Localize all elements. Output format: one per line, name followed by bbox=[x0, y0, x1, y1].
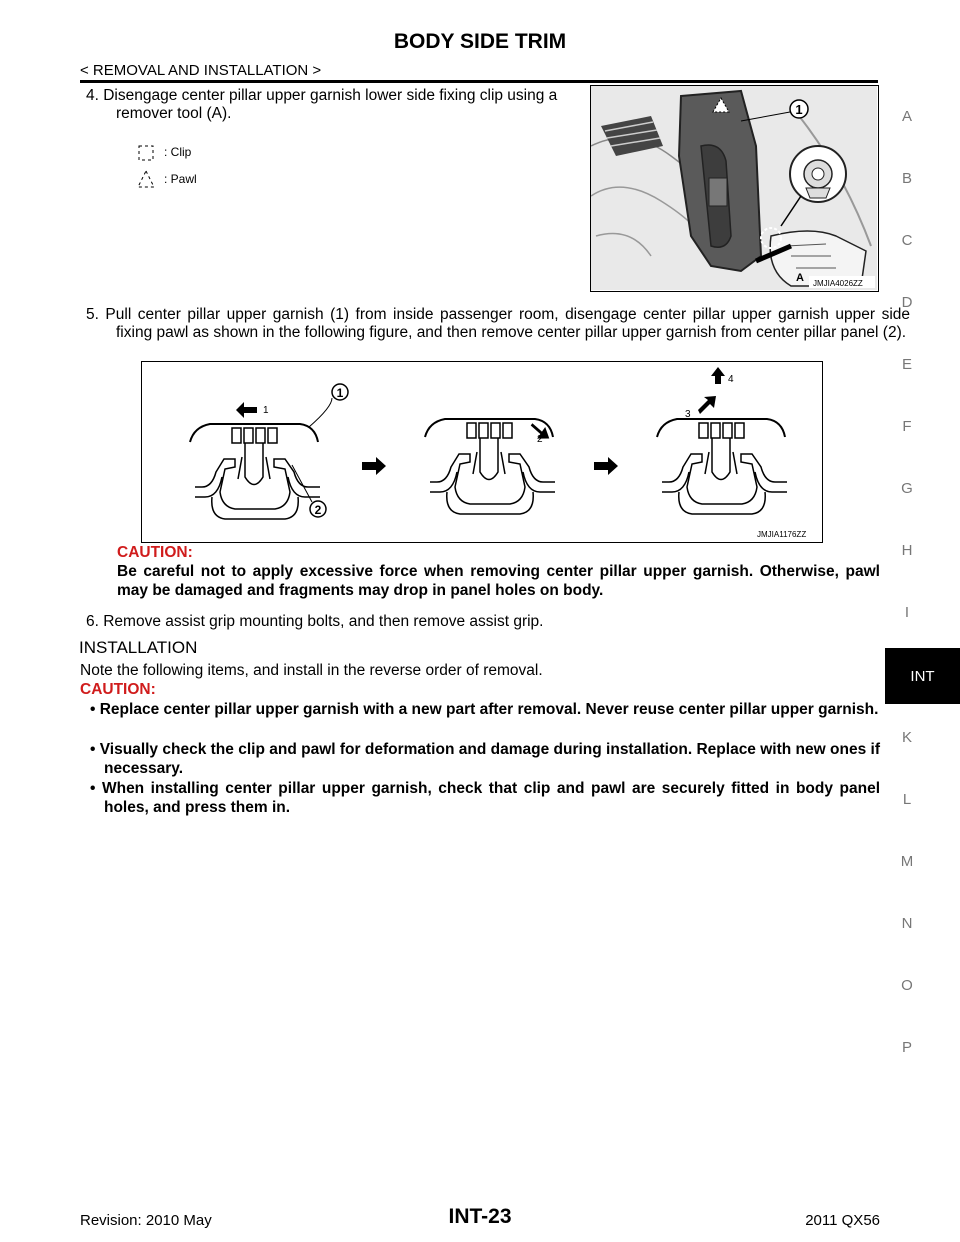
side-index-f[interactable]: F bbox=[902, 418, 912, 435]
fig2-label-4: 4 bbox=[728, 374, 734, 385]
direction-arrow-1 bbox=[236, 402, 257, 418]
fig2-callout-1: 1 bbox=[336, 386, 344, 400]
side-index-a[interactable]: A bbox=[901, 108, 912, 125]
caution-label-installation: CAUTION: bbox=[80, 681, 156, 698]
side-index-k[interactable]: K bbox=[901, 729, 912, 746]
next-stage-arrow-2 bbox=[594, 457, 618, 475]
legend-clip-label: : Clip bbox=[164, 145, 192, 159]
fig2-label-3: 3 bbox=[685, 409, 691, 420]
page-number: INT-23 bbox=[448, 1205, 512, 1228]
side-index-g[interactable]: G bbox=[901, 480, 913, 497]
side-index-n[interactable]: N bbox=[901, 915, 913, 932]
step-6-text: 6. Remove assist grip mounting bolts, and then remove assist grip. bbox=[86, 613, 544, 630]
header-divider bbox=[80, 80, 878, 83]
direction-arrow-4 bbox=[711, 367, 725, 384]
side-index-int-active[interactable]: INT bbox=[885, 648, 960, 704]
fig1-code: JMJIA4026ZZ bbox=[813, 279, 863, 288]
pawl-stage-3 bbox=[657, 419, 787, 514]
side-index-i[interactable]: I bbox=[904, 604, 910, 621]
side-index-l[interactable]: L bbox=[902, 791, 912, 808]
clip-icon bbox=[139, 146, 153, 160]
footer-revision: Revision: 2010 May bbox=[80, 1212, 212, 1229]
installation-bullet-3-text: When installing center pillar upper garnish, check that clip and pawl are securely fitted in body panel holes, and press them in. bbox=[101, 780, 880, 816]
next-stage-arrow-1 bbox=[362, 457, 386, 475]
fig2-callout-2: 2 bbox=[314, 503, 322, 517]
side-index-c[interactable]: C bbox=[901, 232, 913, 249]
pawl-stage-2 bbox=[425, 419, 555, 514]
step-5-text: 5. Pull center pillar upper garnish (1) from inside passenger room, disengage center pillar upper garnish upper side fixing pawl as shown in the following figure, and then remove center pillar upper garnish from center pillar panel (2). bbox=[86, 306, 910, 341]
installation-intro: Note the following items, and install in the reverse order of removal. bbox=[80, 662, 543, 679]
installation-heading: INSTALLATION bbox=[79, 638, 198, 657]
side-index-m[interactable]: M bbox=[900, 853, 914, 870]
figure-center-pillar-photo bbox=[590, 85, 879, 292]
fig2-label-1: 1 bbox=[263, 405, 269, 416]
fig2-label-2: 2 bbox=[537, 434, 543, 445]
fig2-code: JMJIA1176ZZ bbox=[757, 530, 807, 539]
direction-arrow-3 bbox=[698, 396, 716, 414]
caution-text-step5: Be careful not to apply excessive force when removing center pillar upper garnish. Otherwise, pawl may be damaged and fragments may drop in panel holes on body. bbox=[117, 563, 880, 599]
pawl-icon bbox=[138, 171, 154, 187]
pawl-removal-diagram bbox=[142, 362, 821, 541]
side-index-b[interactable]: B bbox=[901, 170, 912, 187]
fig1-callout-a: A bbox=[796, 272, 804, 284]
side-index-o[interactable]: O bbox=[901, 977, 913, 994]
side-index-h[interactable]: H bbox=[901, 542, 913, 559]
side-index-e[interactable]: E bbox=[901, 356, 912, 373]
legend-pawl-label: : Pawl bbox=[164, 172, 197, 186]
installation-bullet-2: • Visually check the clip and pawl for deformation and damage during installation. Replace with new ones if necessary. bbox=[90, 741, 880, 777]
step-4-text: 4. Disengage center pillar upper garnish lower side fixing clip using a remover tool (A). bbox=[86, 87, 558, 122]
fig1-callout-1: 1 bbox=[795, 102, 803, 117]
center-pillar-photo-illustration bbox=[591, 86, 877, 290]
pawl-stage-1 bbox=[190, 424, 320, 519]
installation-bullet-1-text: Replace center pillar upper garnish with a new part after removal. Never reuse center pillar upper garnish. bbox=[99, 701, 879, 718]
legend-icons bbox=[136, 143, 158, 191]
side-index-p[interactable]: P bbox=[901, 1039, 912, 1056]
footer-model: 2011 QX56 bbox=[805, 1212, 880, 1229]
page-title: BODY SIDE TRIM bbox=[393, 30, 567, 53]
figure-pawl-removal bbox=[141, 361, 823, 543]
installation-bullet-3: • When installing center pillar upper garnish, check that clip and pawl are securely fitted in body panel holes, and press them in. bbox=[90, 780, 880, 816]
breadcrumb: < REMOVAL AND INSTALLATION > bbox=[80, 62, 322, 79]
caution-label-step5: CAUTION: bbox=[117, 544, 193, 561]
installation-bullet-2-text: Visually check the clip and pawl for deformation and damage during installation. Replace with new ones if necessary. bbox=[99, 741, 880, 777]
side-index-d[interactable]: D bbox=[901, 294, 913, 311]
installation-bullet-1: • Replace center pillar upper garnish with a new part after removal. Never reuse center pillar upper garnish. bbox=[90, 701, 879, 718]
